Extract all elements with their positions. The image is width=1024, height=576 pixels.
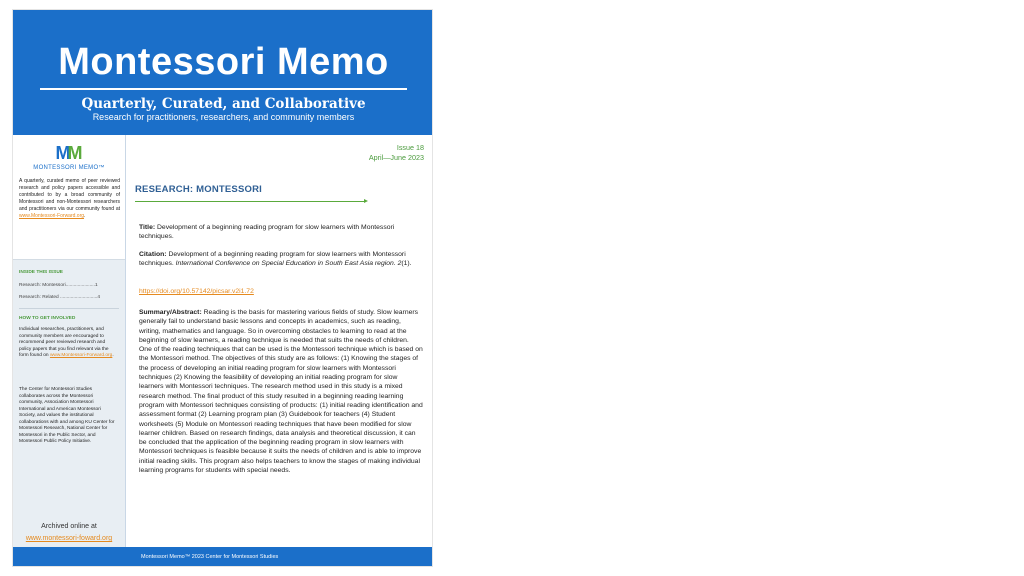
- doi-link[interactable]: https://doi.org/10.57142/picsar.v2i1.72: [139, 288, 254, 295]
- issue-info: [369, 143, 424, 163]
- toc-item[interactable]: Research: Related ............................4: [19, 295, 101, 300]
- archive-url-link[interactable]: www.montessori-foward.org: [25, 535, 113, 542]
- issue-number: Issue 18: [396, 143, 424, 152]
- masthead-banner: [13, 10, 433, 135]
- article-title: [139, 223, 423, 242]
- inside-this-issue-heading: INSIDE THIS ISSUE: [19, 270, 63, 275]
- main-content: [126, 135, 433, 548]
- get-involved-heading: HOW TO GET INVOLVED: [19, 316, 76, 321]
- table-of-contents: [19, 280, 119, 304]
- sidebar-panel: [13, 259, 125, 548]
- citation-issue: (1).: [401, 260, 412, 268]
- section-divider: [135, 201, 365, 202]
- article-citation: [139, 250, 423, 269]
- masthead-tagline: Quarterly, Curated, and Collaborative: [81, 96, 366, 112]
- get-involved-body: Individual researches, practitioners, and community members are encouraged to recommend peer reviewed research and policy papers that you find relevant via the form found on: [19, 327, 109, 358]
- masthead-title: Montessori Memo: [58, 41, 389, 83]
- citation-journal: International Conference on Special Education in South East Asia region. 2: [175, 260, 402, 268]
- doi-line: [139, 287, 423, 296]
- masthead-subtitle: Research for practitioners, researchers, and community members: [92, 112, 355, 122]
- masthead-divider: [40, 88, 407, 90]
- archive-label: Archived online at: [41, 523, 97, 530]
- logo-wordmark: MONTESSORI MEMO™: [33, 165, 105, 171]
- sidebar-blurb: A quarterly, curated memo of peer reviewed research and policy papers accessible and contributed to by a broad community of Montessori and non-Montessori researchers and practitioners via our community found at www.Montessori-Forward.org.: [19, 178, 120, 220]
- sidebar-divider: [19, 308, 119, 309]
- sidebar-intro: [13, 135, 125, 259]
- summary-label: Summary/Abstract:: [139, 309, 202, 316]
- archive-notice: [13, 521, 125, 545]
- section-title: RESEARCH: MONTESSORI: [135, 184, 262, 195]
- montessori-memo-logo: MM: [55, 143, 83, 163]
- title-label: Title:: [139, 224, 156, 231]
- title-text: Development of a beginning reading program for slow learners with Montessori techniques.: [139, 224, 395, 241]
- citation-label: Citation:: [139, 251, 167, 258]
- montessori-forward-link[interactable]: www.Montessori-Forward.org: [19, 213, 85, 220]
- page-footer: Montessori Memo™ 2023 Center for Montessori Studies: [13, 547, 433, 567]
- citation-text: Development of a beginning reading program for slow learners with Montessori techniques.: [139, 251, 406, 268]
- newsletter-page: [12, 9, 433, 567]
- get-involved-text: Individual researches, practitioners, and community members are encouraged to recommend peer reviewed research and policy papers that you find relevant via the form found on www.Montessori-Forward.org.: [19, 327, 114, 358]
- toc-item[interactable]: Research: Montessori......................1: [19, 283, 98, 288]
- article-summary: [139, 308, 423, 475]
- sidebar: [13, 135, 126, 548]
- get-involved-link[interactable]: www.Montessori-Forward.org: [49, 353, 113, 358]
- sidebar-blurb-text: A quarterly, curated memo of peer reviewed research and policy papers accessible and contributed to by a broad community of Montessori and non-Montessori researchers and practitioners via our community found at: [19, 178, 120, 213]
- center-description: The Center for Montessori Studies collaborates across the Montessori community, Association Montessori International and American Montessori Society, and values the institutional collaborations with and among KU Center for Montessori Research, National Center for Montessori in the Public Sector, and Montessori Public Policy Initiative.: [19, 387, 115, 444]
- summary-text: Reading is the basis for mastering various fields of study. Slow learners generally fail to understand basic lessons and concepts in academics, such as reading, writing, mathematics and language. So in overcoming obstacles to learning to read at the beginning of slow learners, a reading technique is needed that suits the needs of children. One of the reading techniques that can be used is the Montessori technique which is based on the Montessori method. The objectives of this study are as follows: (1) Knowing the stages of the process of developing an initial reading program for slow learners with Montessori techniques (2) Knowing the feasibility of developing an initial reading program for slow learners with Montessori techniques. The research method used in this study is a mixed research method. The final product of this study resulted in a beginning reading learning program with Montessori techniques consisting of products: (1) initial reading identification and assessment format (2) Learning program plan (3) Guidebook for teachers (4) Student worksheets (5) Module on Montessori reading techniques that have been modified for slow learner children. Based on research findings, data analysis and theoretical discussion, it can be concluded that the application of the beginning reading program in slow learners with Montessori techniques is feasible because it suits the needs of children and is able to improve initial reading skills. This program also helps teachers to know the stages of making individual learning programs for students with special needs.: [139, 309, 423, 475]
- issue-date: April—June 2023: [368, 153, 424, 162]
